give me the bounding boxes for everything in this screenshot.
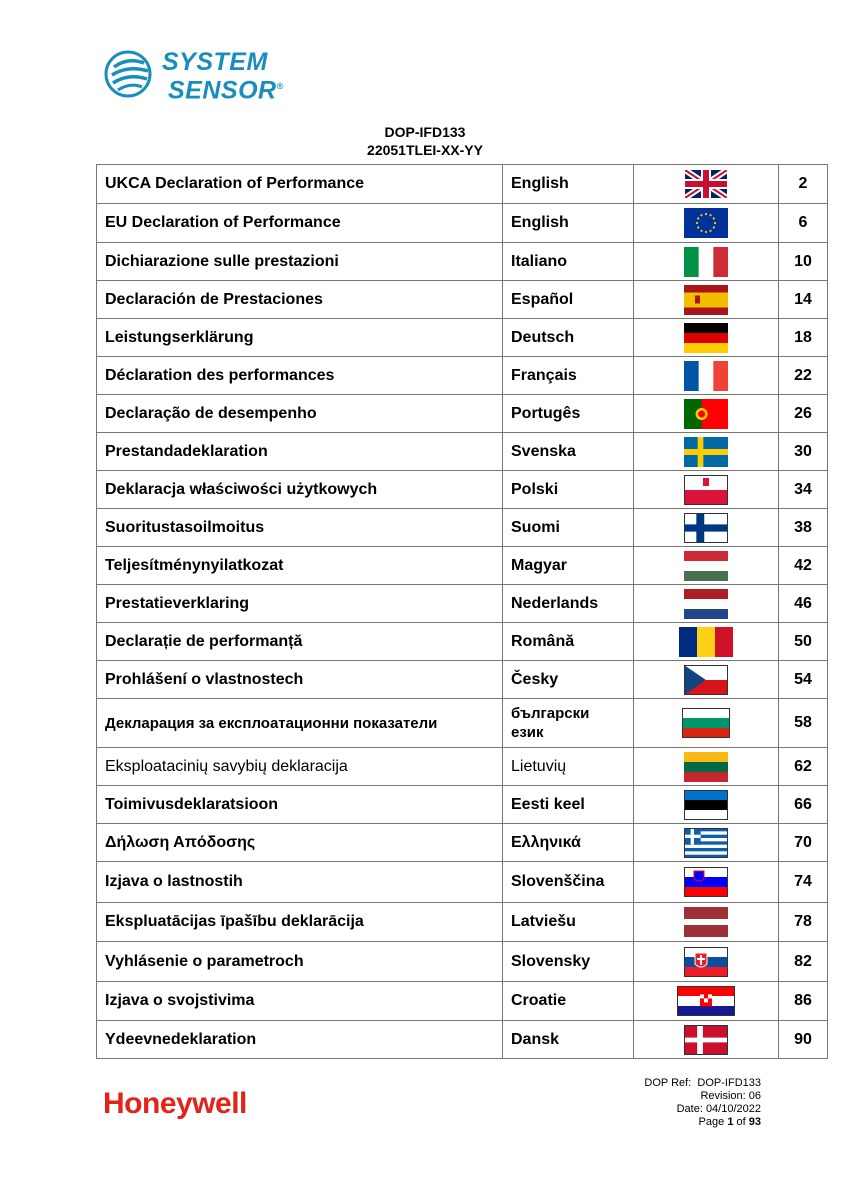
language-name: Ελληνικά <box>503 824 634 862</box>
language-name: Deutsch <box>503 319 634 357</box>
flag-cell <box>634 748 779 786</box>
table-row <box>97 862 828 903</box>
ref-line: DOP Ref: DOP-IFD133 <box>644 1077 761 1089</box>
language-name: Magyar <box>503 547 634 585</box>
language-name: Nederlands <box>503 585 634 623</box>
page-number: 26 <box>779 395 828 433</box>
flag-cell <box>634 942 779 982</box>
table-row <box>97 1021 828 1059</box>
flag-cell <box>634 824 779 862</box>
romania-flag-icon <box>679 627 733 657</box>
page-number: 58 <box>779 699 828 748</box>
table-row <box>97 357 828 395</box>
declaration-title: Declarație de performanță <box>97 623 503 661</box>
declaration-title: UKCA Declaration of Performance <box>97 165 503 204</box>
croatia-flag-icon <box>677 986 735 1016</box>
table-row <box>97 509 828 547</box>
system-sensor-logo <box>104 47 304 105</box>
flag-cell <box>634 165 779 204</box>
denmark-flag-icon <box>684 1025 728 1055</box>
language-name: English <box>503 204 634 243</box>
flag-cell <box>634 433 779 471</box>
table-row <box>97 942 828 982</box>
portugal-flag-icon <box>684 399 728 429</box>
brand-line-2: SENSOR® <box>168 76 284 105</box>
table-row <box>97 699 828 748</box>
table-row <box>97 204 828 243</box>
declaration-title: Prohlášení o vlastnostech <box>97 661 503 699</box>
page-number: 34 <box>779 471 828 509</box>
estonia-flag-icon <box>684 790 728 820</box>
lithuania-flag-icon <box>684 752 728 782</box>
declaration-title: Ydeevnedeklaration <box>97 1021 503 1059</box>
table-row <box>97 824 828 862</box>
flag-cell <box>634 471 779 509</box>
bulgaria-flag-icon <box>682 708 730 738</box>
declaration-title: Déclaration des performances <box>97 357 503 395</box>
page-number: 50 <box>779 623 828 661</box>
table-row <box>97 165 828 204</box>
page-number: 2 <box>779 165 828 204</box>
slovakia-flag-icon <box>684 947 728 977</box>
page-number: 62 <box>779 748 828 786</box>
page-number: 78 <box>779 903 828 942</box>
table-row <box>97 319 828 357</box>
declaration-title: Deklaracja właściwości użytkowych <box>97 471 503 509</box>
page-number: 18 <box>779 319 828 357</box>
declaration-title: EU Declaration of Performance <box>97 204 503 243</box>
flag-cell <box>634 319 779 357</box>
declaration-title: Prestandadeklaration <box>97 433 503 471</box>
table-row <box>97 433 828 471</box>
date-line: Date: 04/10/2022 <box>676 1103 761 1115</box>
language-name: Italiano <box>503 243 634 281</box>
page-number: 46 <box>779 585 828 623</box>
page-number: 38 <box>779 509 828 547</box>
table-row <box>97 903 828 942</box>
language-name: Lietuvių <box>503 748 634 786</box>
page-line: Page 1 of 93 <box>698 1116 761 1128</box>
page-number: 14 <box>779 281 828 319</box>
language-name: Polski <box>503 471 634 509</box>
finland-flag-icon <box>684 513 728 543</box>
flag-cell <box>634 243 779 281</box>
brand-line-1: SYSTEM <box>162 48 268 76</box>
table-row <box>97 982 828 1021</box>
page-number: 86 <box>779 982 828 1021</box>
flag-cell <box>634 699 779 748</box>
language-name: Portugês <box>503 395 634 433</box>
france-flag-icon <box>684 361 728 391</box>
document-code: DOP-IFD133 <box>384 124 466 140</box>
declaration-title: Leistungserklärung <box>97 319 503 357</box>
germany-flag-icon <box>684 323 728 353</box>
declaration-title: Prestatieverklaring <box>97 585 503 623</box>
language-name: Français <box>503 357 634 395</box>
language-name: Dansk <box>503 1021 634 1059</box>
declaration-title: Toimivusdeklaratsioon <box>97 786 503 824</box>
flag-cell <box>634 585 779 623</box>
page-number: 10 <box>779 243 828 281</box>
language-name: Română <box>503 623 634 661</box>
page-number: 30 <box>779 433 828 471</box>
latvia-flag-icon <box>684 907 728 937</box>
language-name: English <box>503 165 634 204</box>
flag-cell <box>634 281 779 319</box>
declaration-title: Dichiarazione sulle prestazioni <box>97 243 503 281</box>
declaration-title: Vyhlásenie o parametroch <box>97 942 503 982</box>
flag-cell <box>634 982 779 1021</box>
table-row <box>97 623 828 661</box>
revision-line: Revision: 06 <box>700 1090 761 1102</box>
language-name: Croatie <box>503 982 634 1021</box>
product-code: 22051TLEI-XX-YY <box>367 142 483 158</box>
language-name: Español <box>503 281 634 319</box>
page-number: 90 <box>779 1021 828 1059</box>
page-number: 42 <box>779 547 828 585</box>
table-row <box>97 585 828 623</box>
table-row <box>97 395 828 433</box>
eu-flag-icon <box>684 208 728 238</box>
language-name: Česky <box>503 661 634 699</box>
declaration-title: Suoritustasoilmoitus <box>97 509 503 547</box>
flag-cell <box>634 786 779 824</box>
flag-cell <box>634 204 779 243</box>
language-name: Eesti keel <box>503 786 634 824</box>
table-row <box>97 786 828 824</box>
declaration-title: Декларация за експлоатационни показатели <box>97 699 503 748</box>
flag-cell <box>634 547 779 585</box>
language-name: Slovensky <box>503 942 634 982</box>
flag-cell <box>634 1021 779 1059</box>
poland-flag-icon <box>684 475 728 505</box>
uk-flag-icon <box>685 170 727 198</box>
declaration-title: Declaración de Prestaciones <box>97 281 503 319</box>
page-number: 22 <box>779 357 828 395</box>
declaration-title: Δήλωση Απόδοσης <box>97 824 503 862</box>
flag-cell <box>634 509 779 547</box>
page-number: 6 <box>779 204 828 243</box>
page-number: 54 <box>779 661 828 699</box>
table-row <box>97 748 828 786</box>
table-row <box>97 471 828 509</box>
declaration-title: Eksploatacinių savybių deklaracija <box>97 748 503 786</box>
language-name: Suomi <box>503 509 634 547</box>
language-name: Latviešu <box>503 903 634 942</box>
page-number: 66 <box>779 786 828 824</box>
page-number: 74 <box>779 862 828 903</box>
declaration-title: Declaração de desempenho <box>97 395 503 433</box>
page-number: 70 <box>779 824 828 862</box>
document-title <box>0 123 850 159</box>
declaration-title: Teljesítménynyilatkozat <box>97 547 503 585</box>
table-row <box>97 243 828 281</box>
flag-cell <box>634 623 779 661</box>
document-reference <box>644 1077 761 1129</box>
flag-cell <box>634 661 779 699</box>
system-sensor-logo-icon <box>104 47 156 101</box>
flag-cell <box>634 357 779 395</box>
language-name: български език <box>503 699 634 748</box>
table-row <box>97 547 828 585</box>
page-number: 82 <box>779 942 828 982</box>
system-sensor-wordmark <box>162 48 284 105</box>
flag-cell <box>634 862 779 903</box>
sweden-flag-icon <box>684 437 728 467</box>
flag-cell <box>634 903 779 942</box>
honeywell-logo: Honeywell <box>103 1087 247 1120</box>
slovenia-flag-icon <box>684 867 728 897</box>
flag-cell <box>634 395 779 433</box>
italy-flag-icon <box>684 247 728 277</box>
netherlands-flag-icon <box>684 589 728 619</box>
language-name: Svenska <box>503 433 634 471</box>
declaration-title: Ekspluatācijas īpašību deklarācija <box>97 903 503 942</box>
spain-flag-icon <box>684 285 728 315</box>
czech-flag-icon <box>684 665 728 695</box>
declaration-title: Izjava o lastnostih <box>97 862 503 903</box>
table-row <box>97 661 828 699</box>
table-row <box>97 281 828 319</box>
declaration-title: Izjava o svojstivima <box>97 982 503 1021</box>
hungary-flag-icon <box>684 551 728 581</box>
language-name: Slovenščina <box>503 862 634 903</box>
greece-flag-icon <box>684 828 728 858</box>
language-index-table <box>96 164 828 1059</box>
